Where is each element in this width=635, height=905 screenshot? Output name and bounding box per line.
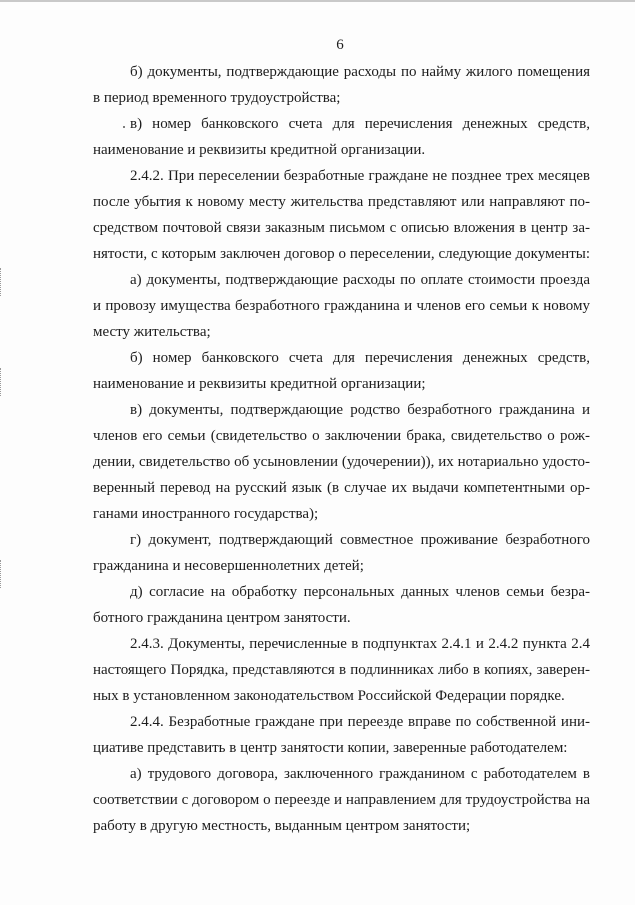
text-line: г) документ, подтверждающий совместное проживание безработного xyxy=(130,532,590,548)
text-line: наименование и реквизиты кредитной организации. xyxy=(93,142,426,158)
text-line: 2.4.3. Документы, перечисленные в подпунктах 2.4.1 и 2.4.2 пункта 2.4 xyxy=(130,636,590,652)
text-line: соответствии с договором о переезде и направлением для трудоустройства на xyxy=(93,792,590,808)
scan-margin-mark xyxy=(0,368,4,396)
text-line: средством почтовой связи заказным письмом с описью вложения в центр за- xyxy=(93,220,590,236)
text-line: после убытия к новому месту жительства представляют или направляют по- xyxy=(93,194,590,210)
text-line: нятости, с которым заключен договор о переселении, следующие документы: xyxy=(93,246,590,262)
text-line: ганами иностранного государства); xyxy=(93,506,319,522)
scan-speck xyxy=(123,126,125,128)
text-line: и провозу имущества безработного гражданина и членов его семьи к новому xyxy=(93,298,590,314)
text-line: д) согласие на обработку персональных данных членов семьи безра- xyxy=(130,584,590,600)
text-line: работу в другую местность, выданным центром занятости; xyxy=(93,818,471,834)
text-line: членов его семьи (свидетельство о заключении брака, свидетельство о рож- xyxy=(93,428,590,444)
text-line: гражданина и несовершеннолетних детей; xyxy=(93,558,364,574)
text-line: а) трудового договора, заключенного гражданином с работодателем в xyxy=(130,766,590,782)
text-line: ных в установленном законодательством Российской Федерации порядке. xyxy=(93,688,565,704)
text-line: месту жительства; xyxy=(93,324,211,340)
text-line: б) номер банковского счета для перечисления денежных средств, xyxy=(130,350,590,366)
page-number: 6 xyxy=(336,37,344,53)
text-line: в) документы, подтверждающие родство безработного гражданина и xyxy=(130,402,590,418)
text-line: ботного гражданина центром занятости. xyxy=(93,610,351,626)
text-line: веренный перевод на русский язык (в случае их выдачи компетентными ор- xyxy=(93,480,590,496)
text-line: в) номер банковского счета для перечисления денежных средств, xyxy=(130,116,590,132)
text-line: наименование и реквизиты кредитной организации; xyxy=(93,376,426,392)
text-line: б) документы, подтверждающие расходы по найму жилого помещения xyxy=(130,64,590,80)
text-line: 2.4.2. При переселении безработные граждане не позднее трех месяцев xyxy=(130,168,590,184)
text-line: дении, свидетельство об усыновлении (удочерении)), их нотариально удосто- xyxy=(93,454,590,470)
scan-margin-mark xyxy=(0,268,4,296)
text-line: а) документы, подтверждающие расходы по оплате стоимости проезда xyxy=(130,272,590,288)
text-line: циативе представить в центр занятости копии, заверенные работодателем: xyxy=(93,740,568,756)
scan-top-edge xyxy=(0,0,635,2)
text-line: 2.4.4. Безработные граждане при переезде вправе по собственной ини- xyxy=(130,714,590,730)
text-line: настоящего Порядка, представляются в подлинниках либо в копиях, заверен- xyxy=(93,662,590,678)
text-line: в период временного трудоустройства; xyxy=(93,90,341,106)
scan-margin-mark xyxy=(0,560,4,588)
